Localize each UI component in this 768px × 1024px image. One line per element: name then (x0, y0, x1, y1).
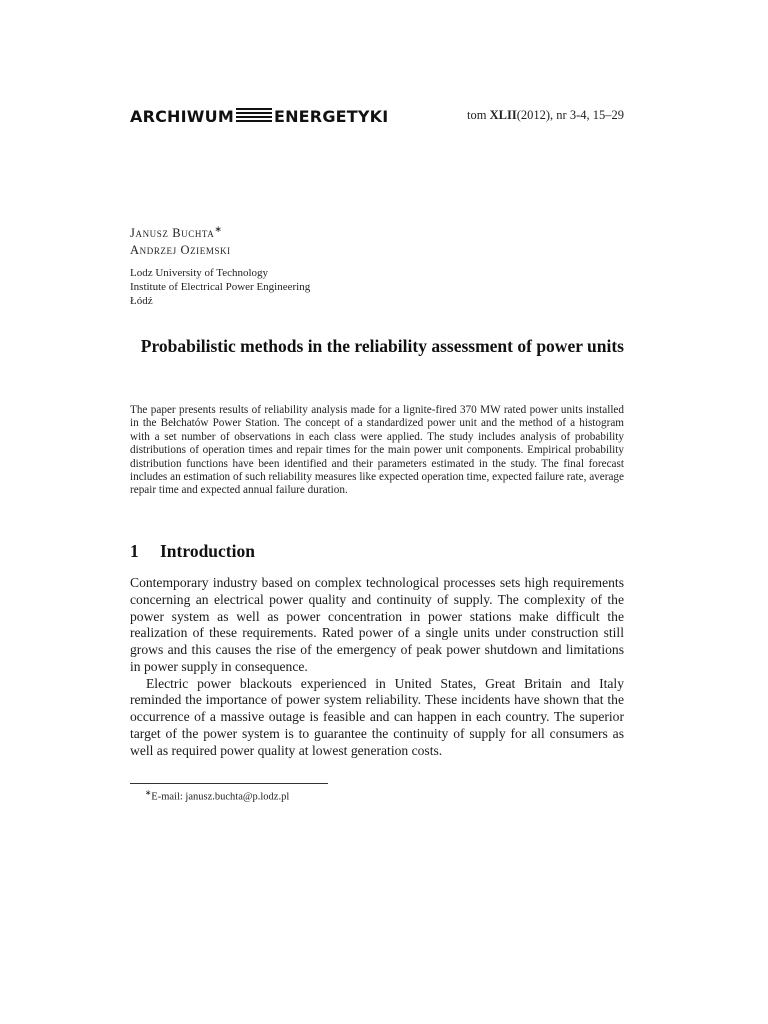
paper-title: Probabilistic methods in the reliability assessment of power units (140, 336, 624, 356)
section-title: Introduction (160, 541, 255, 561)
author-name: Janusz Buchta∗ (130, 224, 223, 241)
affiliation-line: Institute of Electrical Power Engineering (130, 280, 311, 293)
author-name: Andrzej Oziemski (130, 243, 231, 258)
section-body (130, 575, 624, 759)
issue-volume: XLII (489, 108, 517, 122)
author-block (130, 221, 630, 309)
paragraph: Contemporary industry based on complex technological processes sets high requirements concerning an electrical power quality and continuity of supply. The complexity of the power system as well as power concentration in power stations make difficult the realization of these requirements. Rated power of a single units under construction still grows and this causes the rise of the emergency of peak power shutdown and limitations in power supply in consequence. (130, 575, 624, 674)
paragraph: Electric power blackouts experienced in United States, Great Britain and Italy reminded the importance of power system reliability. These incidents have shown that the occurrence of a massive outage is feasible and can happen in each country. The superior target of the power system is to guarantee the continuity of supply for all consumers as well as required power quality at lowest generation costs. (130, 675, 624, 758)
affiliation (130, 267, 630, 308)
abstract: The paper presents results of reliability analysis made for a lignite-fired 370 MW rated power units installed in the Bełchatów Power Station. The concept of a standardized power unit and the method of a histogram with a set number of observations in each class were applied. The study includes analysis of probability distributions of operation times and repair times for the main power unit components. Empirical probability distribution functions have been identified and their parameters estimated in the study. The final forecast includes an estimation of such reliability measures like expected operation time, expected failure rate, average repair time and expected annual failure duration. (130, 404, 624, 497)
footnote (145, 786, 289, 804)
journal-name-right: ENERGETYKI (273, 106, 389, 126)
journal-logo (130, 104, 388, 128)
logo-bars-icon (236, 108, 272, 124)
author-footnote-mark: ∗ (214, 224, 223, 234)
journal-header (130, 104, 624, 128)
footnote-rule (130, 783, 328, 784)
footnote-text: E-mail: janusz.buchta@p.lodz.pl (151, 791, 290, 803)
section-number: 1 (130, 541, 139, 561)
affiliation-line: Lodz University of Technology (130, 267, 269, 280)
section-heading (130, 540, 624, 562)
journal-name-left: ARCHIWUM (130, 106, 234, 126)
affiliation-line: Łódź (130, 294, 153, 307)
footnote-mark: ∗ (145, 788, 152, 797)
issue-prefix: tom (467, 108, 490, 122)
issue-suffix: (2012), nr 3-4, 15–29 (516, 108, 624, 122)
issue-info (467, 108, 624, 123)
